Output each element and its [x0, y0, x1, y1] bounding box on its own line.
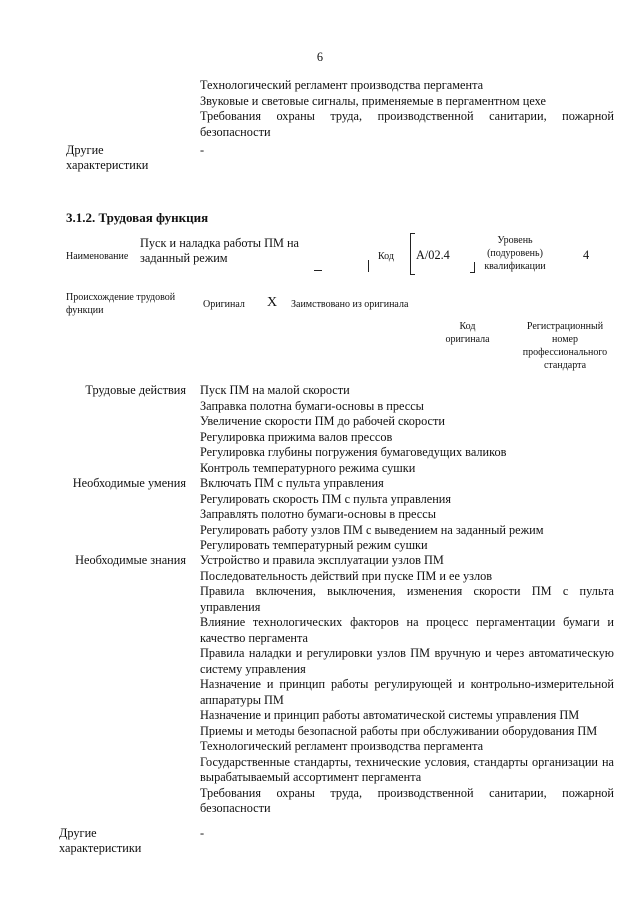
list-item: Назначение и принцип работы регулирующей и контрольно-измерительной аппаратуры ПМ — [200, 677, 614, 707]
code-bracket — [410, 233, 415, 275]
underline-mark — [314, 270, 322, 271]
list-item: Заправка полотна бумаги-основы в прессы — [200, 398, 424, 413]
level-label: Уровень (подуровень) квалификации — [484, 235, 546, 272]
origin-borrowed: Заимствовано из оригинала — [291, 299, 409, 310]
code-label: Код — [378, 251, 394, 262]
list-item: Последовательность действий при пуске ПМ и ее узлов — [200, 568, 493, 583]
list-item: Пуск ПМ на малой скорости — [200, 383, 350, 397]
bracket-mark — [368, 260, 369, 272]
list-item: Регулировать работу узлов ПМ с выведением на заданный режим — [200, 522, 544, 537]
code-original-label: Код оригинала — [445, 321, 490, 345]
actions-label: Трудовые действия — [85, 383, 186, 397]
code-value: А/02.4 — [416, 248, 450, 262]
other-characteristics-label: Другие характеристики — [59, 826, 142, 855]
page-number: 6 — [316, 50, 324, 64]
level-value: 4 — [583, 248, 590, 262]
actions-list — [200, 383, 614, 476]
list-item: Назначение и принцип работы автоматической системы управления ПМ — [200, 708, 580, 722]
list-item: Регулировать скорость ПМ с пульта управления — [200, 491, 452, 506]
list-item: Увеличение скорости ПМ до рабочей скорости — [200, 414, 445, 428]
list-item: Регулировка глубины погружения бумаговедущих валиков — [200, 445, 507, 459]
origin-mark: X — [267, 295, 278, 310]
skills-label: Необходимые умения — [72, 476, 186, 490]
list-item: Заправлять полотно бумаги-основы в прессы — [200, 507, 436, 521]
list-item: Требования охраны труда, производственной санитарии, пожарной безопасности — [200, 785, 614, 815]
other-characteristics-value-top: - — [200, 143, 205, 157]
list-item: Технологический регламент производства пергамента — [200, 739, 484, 753]
list-item: Государственные стандарты, технические условия, стандарты организации на вырабатываемый ассортимент пергамента — [200, 754, 614, 784]
list-item: Правила наладки и регулировки узлов ПМ вручную и через автоматическую систему управления — [200, 646, 614, 676]
list-item: Технологический регламент производства пергамента — [200, 78, 484, 92]
name-label: Наименование — [66, 251, 129, 262]
list-item: Звуковые и световые сигналы, применяемые в пергаментном цехе — [200, 93, 546, 108]
list-item: Устройство и правила эксплуатации узлов ПМ — [200, 553, 444, 567]
reg-number-label: Регистрационный номер профессионального стандарта — [522, 321, 608, 371]
other-characteristics-value: - — [200, 826, 205, 840]
list-item: Влияние технологических факторов на процесс пергаментации бумаги и качество пергамента — [200, 615, 614, 645]
section-heading: 3.1.2. Трудовая функция — [66, 210, 209, 225]
function-name: Пуск и наладка работы ПМ на заданный режим — [140, 236, 299, 265]
list-item: Регулировка прижима валов прессов — [200, 429, 393, 444]
list-item: Контроль температурного режима сушки — [200, 460, 416, 475]
knowledge-list — [200, 553, 614, 817]
skills-list — [200, 476, 614, 554]
list-item: Включать ПМ с пульта управления — [200, 476, 384, 490]
knowledge-label: Необходимые знания — [75, 553, 186, 567]
list-item: Регулировать температурный режим сушки — [200, 538, 428, 552]
origin-original: Оригинал — [203, 299, 245, 310]
list-item: Правила включения, выключения, изменения скорости ПМ с пульта управления — [200, 584, 614, 614]
list-item: Требования охраны труда, производственной санитарии, пожарной безопасности — [200, 109, 614, 139]
other-characteristics-label-top: Другие характеристики — [66, 143, 149, 172]
list-item: Приемы и методы безопасной работы при обслуживании оборудования ПМ — [200, 723, 598, 738]
origin-label: Происхождение трудовой функции — [66, 292, 176, 316]
top-items-list — [200, 78, 614, 140]
